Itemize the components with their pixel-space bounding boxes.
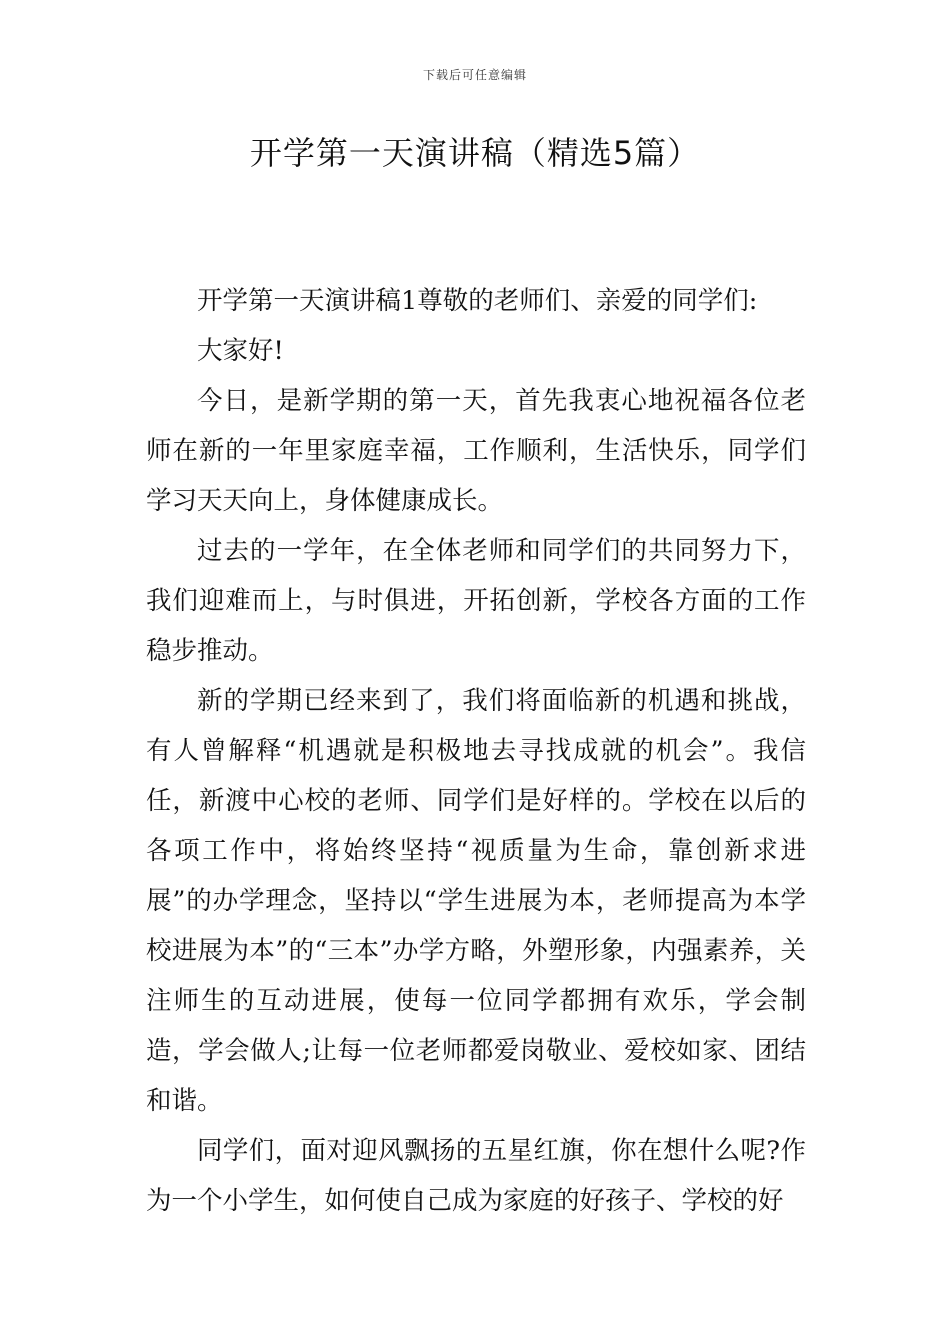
header-note: 下载后可任意编辑 — [422, 68, 527, 82]
paragraph-wishes: 今日，是新学期的第一天，首先我衷心地祝福各位老师在新的一年里家庭幸福，工作顺利，生活快乐，同学们学习天天向上，身体健康成长。 — [146, 386, 806, 516]
paragraph-new-term: 新的学期已经来到了，我们将面临新的机遇和挑战，有人曾解释“机遇就是积极地去寻找成就的机会”。我信任，新渡中心校的老师、同学们是好样的。学校在以后的各项工作中，将始终坚持“视质量为生命，靠创新求进展”的办学理念，坚持以“学生进展为本，老师提高为本学校进展为本”的“三本”办学方略，外塑形象，内强素养，关注师生的互动进展，使每一位同学都拥有欢乐，学会制造，学会做人;让每一位老师都爱岗敬业、爱校如家、团结和谐。 — [146, 686, 806, 1116]
paragraph-greeting-line: 开学第一天演讲稿1尊敬的老师们、亲爱的同学们: — [197, 286, 758, 316]
document-title: 开学第一天演讲稿（精选5篇） — [249, 134, 701, 172]
paragraph-hello: 大家好! — [197, 336, 284, 366]
paragraph-past-year: 过去的一学年，在全体老师和同学们的共同努力下，我们迎难而上，与时俱进，开拓创新，学校各方面的工作稳步推动。 — [146, 536, 806, 666]
document-body — [146, 276, 806, 1226]
paragraph-flag: 同学们，面对迎风飘扬的五星红旗，你在想什么呢?作为一个小学生，如何使自己成为家庭的好孩子、学校的好 — [146, 1136, 806, 1216]
